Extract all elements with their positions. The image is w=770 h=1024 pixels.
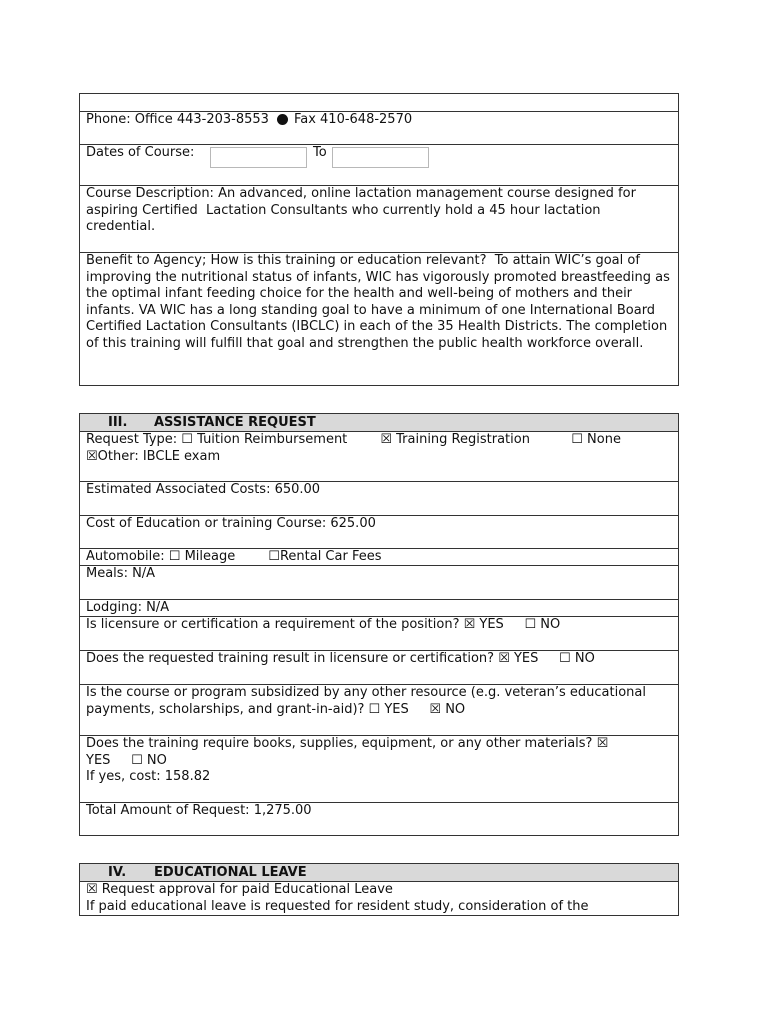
section4-header (80, 864, 678, 882)
materials-cost: If yes, cost: 158.82 (86, 769, 211, 784)
automobile-row (80, 548, 678, 566)
total-amount-text: Total Amount of Request: 1,275.00 (86, 803, 312, 818)
request-type-row (80, 431, 678, 482)
educational-leave-table (79, 863, 679, 916)
dates-label: Dates of Course: (86, 145, 195, 160)
lodging-row (80, 599, 678, 617)
materials-row (80, 735, 678, 803)
course-info-table (79, 93, 679, 386)
section4-title: EDUCATIONAL LEAVE (154, 865, 307, 880)
course-description-text: Course Description: An advanced, online lactation management course designed for aspiring Certified Lactation Consultants who currently hold a 45 hour lactation credential. (86, 186, 641, 234)
results-in-licensure-row (80, 650, 678, 685)
total-row (80, 802, 678, 835)
benefit-text: Benefit to Agency; How is this training or education relevant? To attain WIC’s goal of improving the nutritional status of infants, WIC has vigorously promoted breastfeeding as the optimal infant feeding choice for the health and well-being of mothers and their infants. VA WIC has a long standing goal to have a minimum of one International Board Certified Lactation Consultants (IBCLC) in each of the 35 Health Districts. The completion of this training will fulfill that goal and strengthen the public health workforce overall. (86, 253, 675, 351)
subsidized-question[interactable]: Is the course or program subsidized by any other resource (e.g. veteran’s educational payments, scholarships, and grant-in-aid)? ☐ YES ☒ NO (86, 685, 651, 717)
phone-text: Phone: Office 443-203-8553 (86, 112, 269, 127)
fax-text: Fax 410-648-2570 (293, 112, 413, 127)
meals-row (80, 565, 678, 600)
section4-number: IV. (108, 865, 127, 880)
benefit-row (80, 252, 678, 385)
automobile-options[interactable]: Automobile: ☐ Mileage ☐Rental Car Fees (86, 549, 382, 564)
paid-leave-checkbox[interactable]: ☒ Request approval for paid Educational Leave (86, 882, 393, 897)
resident-study-note: If paid educational leave is requested for resident study, consideration of the (86, 898, 589, 914)
section3-header (80, 414, 678, 432)
dates-row (80, 144, 678, 186)
meals-text: Meals: N/A (86, 566, 156, 581)
estimated-costs-row (80, 481, 678, 516)
lodging-text: Lodging: N/A (86, 600, 170, 615)
results-in-licensure-question[interactable]: Does the requested training result in licensure or certification? ☒ YES ☐ NO (86, 651, 595, 666)
licensure-required-question[interactable]: Is licensure or certification a requirement of the position? ☒ YES ☐ NO (86, 617, 561, 632)
contact-row (80, 111, 678, 145)
estimated-costs-text: Estimated Associated Costs: 650.00 (86, 482, 321, 497)
start-date-field[interactable] (210, 147, 307, 168)
request-type-options[interactable]: Request Type: ☐ Tuition Reimbursement ☒ Training Registration ☐ None (86, 432, 621, 447)
subsidized-row (80, 684, 678, 736)
assistance-request-table (79, 413, 679, 836)
section3-number: III. (108, 415, 128, 430)
section3-title: ASSISTANCE REQUEST (154, 415, 316, 430)
request-type-other[interactable]: ☒Other: IBCLE exam (86, 448, 221, 464)
course-description-row (80, 185, 678, 253)
educational-leave-row (80, 881, 678, 915)
materials-question[interactable]: Does the training require books, supplies, equipment, or any other materials? ☒ (86, 736, 609, 751)
cost-of-education-text: Cost of Education or training Course: 625.00 (86, 516, 376, 531)
bullet-dot-icon (277, 114, 288, 125)
dates-to-label: To (313, 145, 327, 160)
cost-of-education-row (80, 515, 678, 549)
licensure-required-row (80, 616, 678, 651)
blank-top-row (80, 94, 678, 112)
end-date-field[interactable] (332, 147, 429, 168)
materials-answer[interactable]: YES ☐ NO (86, 752, 167, 768)
